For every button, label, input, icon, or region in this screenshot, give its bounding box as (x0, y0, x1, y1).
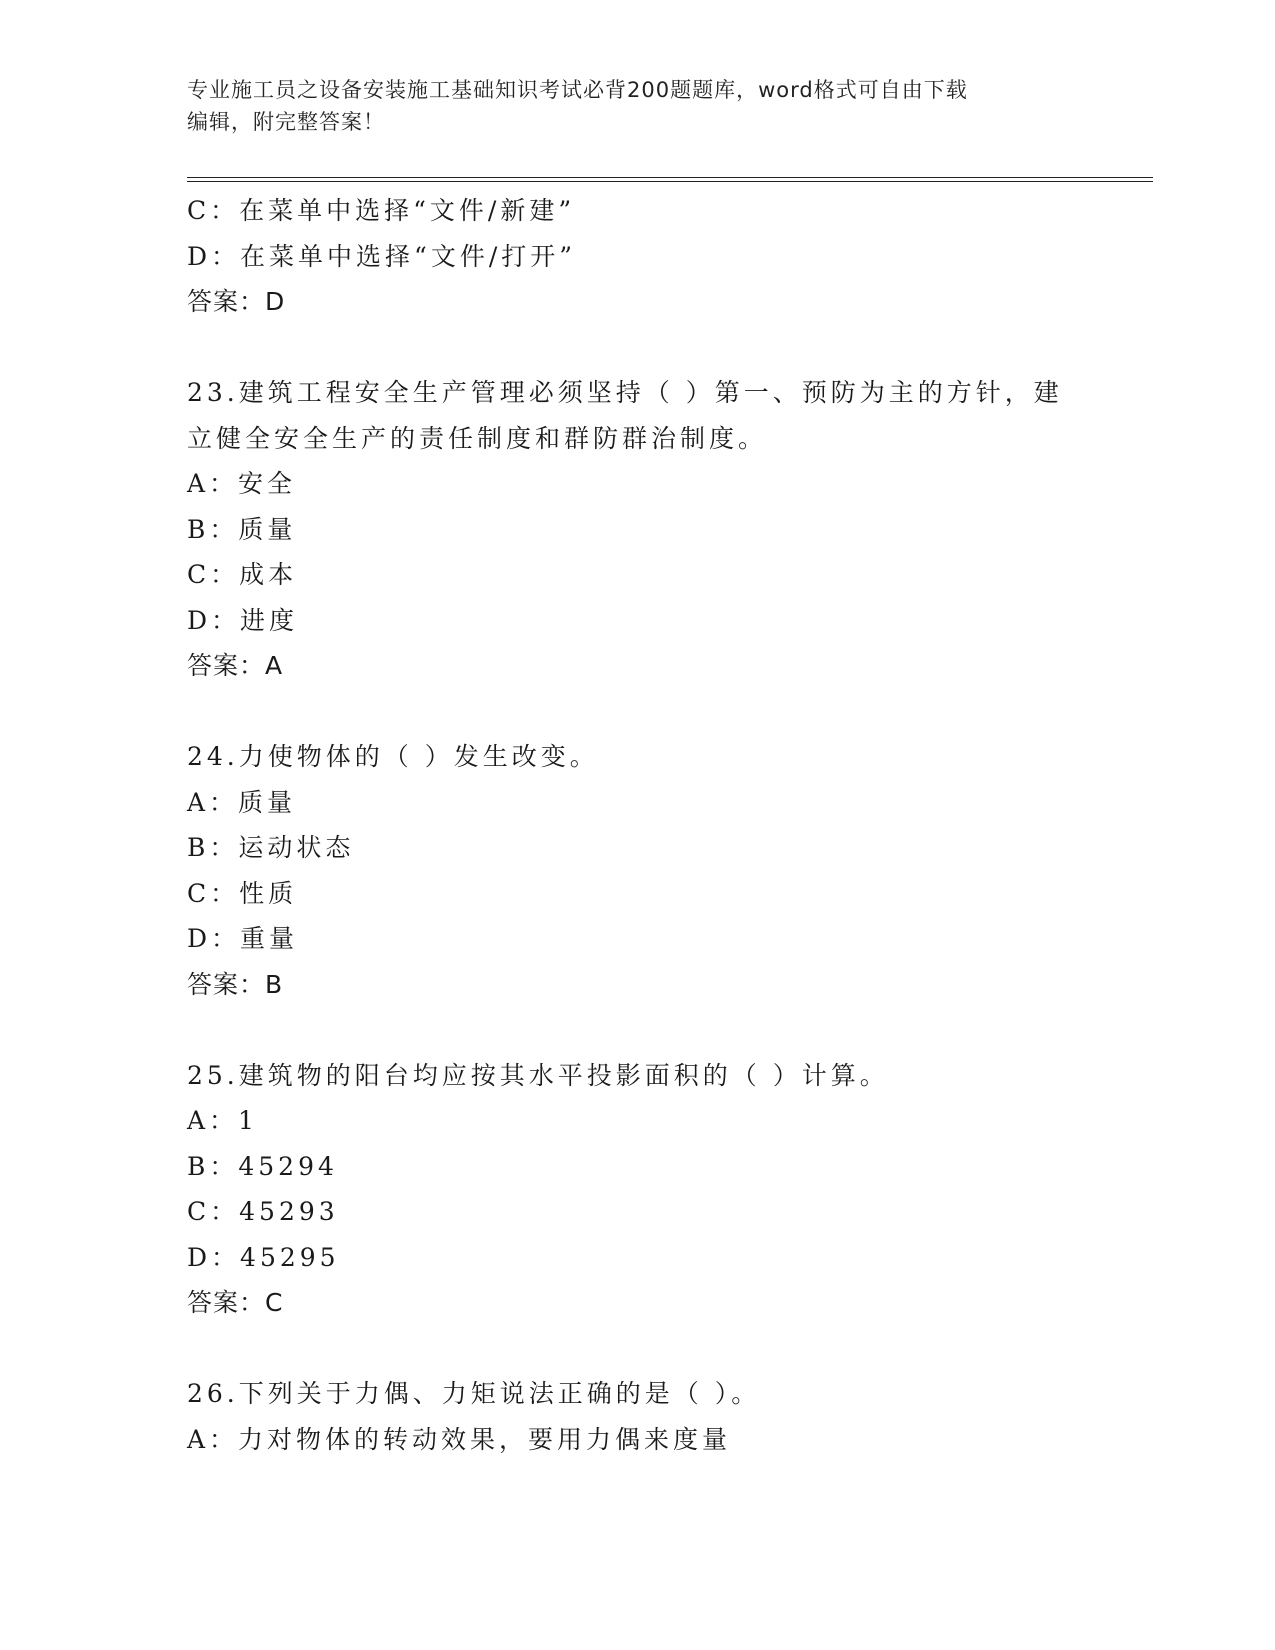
question-stem-line: 23.建筑工程安全生产管理必须坚持（ ）第一、预防为主的方针，建 (187, 378, 1063, 407)
option-a: A：1 (187, 1106, 258, 1135)
option-a: A：质量 (187, 787, 297, 817)
question-stem-line: 25.建筑物的阳台均应按其水平投影面积的（ ）计算。 (187, 1060, 889, 1090)
spacer (187, 689, 1147, 735)
option-b: B：质量 (187, 514, 297, 544)
option-d: D：在菜单中选择“文件/打开” (187, 241, 577, 271)
header-title-line-2: 编辑，附完整答案！ (187, 110, 385, 134)
question-22-continuation (187, 188, 1147, 325)
answer-line: 答案：C (187, 1288, 284, 1317)
header-title-line-1: 专业施工员之设备安装施工基础知识考试必背200题题库，word格式可自由下载 (187, 78, 968, 102)
option-b: B：运动状态 (187, 833, 355, 862)
header-divider-bottom (187, 181, 1153, 182)
option-a: A：力对物体的转动效果，要用力偶来度量 (187, 1424, 732, 1454)
question-25 (187, 1053, 1147, 1326)
answer-line: 答案：D (187, 287, 286, 316)
question-stem-line: 立健全安全生产的责任制度和群防群治制度。 (187, 423, 768, 453)
answer-line: 答案：B (187, 969, 284, 999)
option-d: D：进度 (187, 605, 299, 635)
option-c: C：在菜单中选择“文件/新建” (187, 196, 576, 225)
option-d: D：重量 (187, 924, 299, 953)
option-c: C：45293 (187, 1197, 339, 1226)
spacer (187, 1007, 1147, 1053)
question-24 (187, 734, 1147, 1007)
option-a: A：安全 (187, 469, 297, 498)
question-23 (187, 370, 1147, 689)
option-b: B：45294 (187, 1151, 338, 1181)
question-list (187, 188, 1147, 1462)
spacer (187, 1326, 1147, 1372)
option-c: C：性质 (187, 878, 298, 908)
spacer (187, 325, 1147, 371)
answer-line: 答案：A (187, 651, 284, 680)
question-stem-line: 26.下列关于力偶、力矩说法正确的是（ ）。 (187, 1379, 761, 1408)
option-d: D：45295 (187, 1242, 340, 1272)
question-stem-line: 24.力使物体的（ ）发生改变。 (187, 742, 599, 771)
document-header (187, 74, 1067, 138)
option-c: C：成本 (187, 560, 298, 589)
question-26 (187, 1371, 1147, 1462)
header-divider-top (187, 177, 1153, 178)
